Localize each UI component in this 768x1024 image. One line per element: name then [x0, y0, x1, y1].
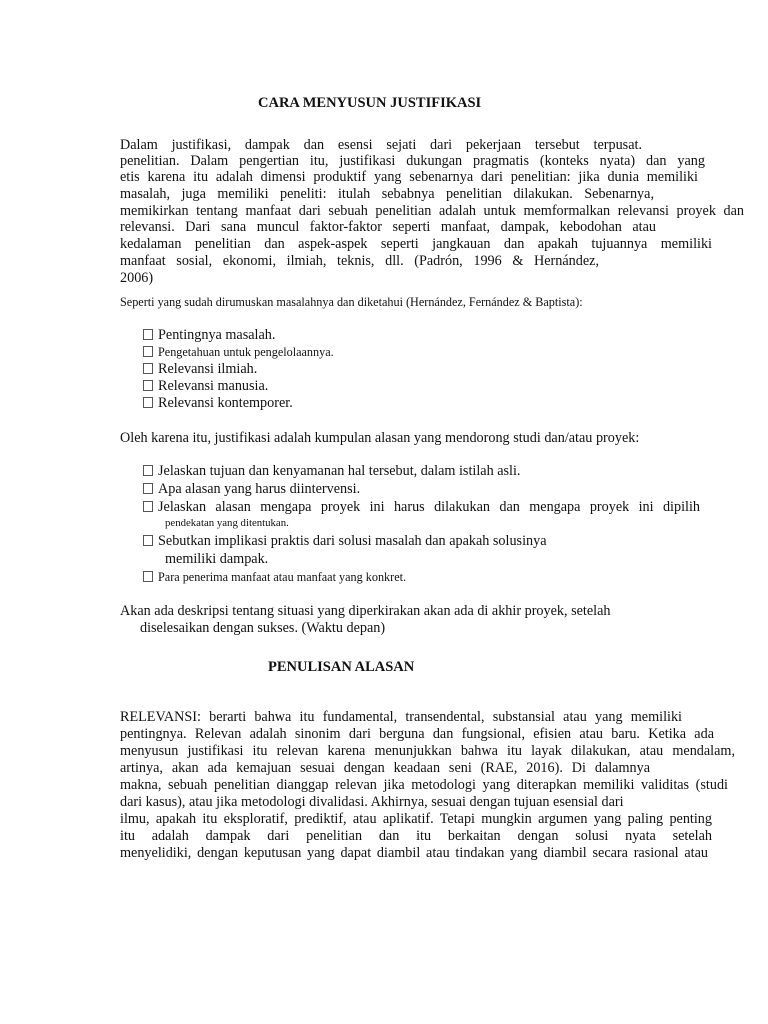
paragraph-line: kedalaman penelitian dan aspek-aspek seperti jangkauan dan apakah tujuannya memiliki [120, 236, 712, 252]
paragraph-line: RELEVANSI: berarti bahwa itu fundamental, transendental, substansial atau yang memiliki [120, 709, 682, 725]
paragraph-line: relevansi. Dari sana muncul faktor-faktor seperti manfaat, dampak, kebodohan atau [120, 219, 656, 235]
list-item: Jelaskan alasan mengapa proyek ini harus dilakukan dan mengapa proyek ini dipilih [143, 499, 700, 515]
paragraph-line: Akan ada deskripsi tentang situasi yang diperkirakan akan ada di akhir proyek, setelah [120, 603, 611, 619]
paragraph-line: diselesaikan dengan sukses. (Waktu depan) [140, 620, 386, 636]
paragraph-line: artinya, akan ada kemajuan sesuai dengan keadaan seni (RAE, 2016). Di dalamnya [120, 760, 650, 776]
page-title: CARA MENYUSUN JUSTIFIKASI [258, 95, 482, 111]
checkbox-bullet-icon [143, 397, 153, 408]
paragraph-line: memikirkan tentang manfaat dari sebuah penelitian adalah untuk memformalkan relevansi proyek dan [120, 203, 744, 219]
list-item: Jelaskan tujuan dan kenyamanan hal tersebut, dalam istilah asli. [143, 463, 520, 479]
list-item: Relevansi kontemporer. [143, 395, 293, 411]
paragraph-line: pentingnya. Relevan adalah sinonim dari berguna dan fungsional, efisien atau baru. Ketika ada [120, 726, 714, 742]
paragraph-line: itu adalah dampak dari penelitian dan itu berkaitan dengan solusi nyata setelah [120, 828, 712, 844]
list-item: Sebutkan implikasi praktis dari solusi masalah dan apakah solusinya [143, 533, 547, 549]
list-item: Relevansi ilmiah. [143, 361, 257, 377]
list-item-continuation: pendekatan yang ditentukan. [165, 517, 289, 529]
checkbox-bullet-icon [143, 363, 153, 374]
section-heading: PENULISAN ALASAN [268, 659, 415, 675]
paragraph-line: menyelidiki, dengan keputusan yang dapat diambil atau tindakan yang diambil secara rasional atau [120, 845, 708, 861]
list-item: Apa alasan yang harus diintervensi. [143, 481, 360, 497]
paragraph-line: manfaat sosial, ekonomi, ilmiah, teknis, dll. (Padrón, 1996 & Hernández, [120, 253, 599, 269]
paragraph-line: masalah, juga memiliki peneliti: itulah sebabnya penelitian dilakukan. Sebenarnya, [120, 186, 654, 202]
paragraph-line: Dalam justifikasi, dampak dan esensi sejati dari pekerjaan tersebut terpusat. [120, 137, 642, 153]
paragraph-line: makna, sebuah penelitian dianggap relevan jika metodologi yang diterapkan memiliki validitas (studi [120, 777, 728, 793]
checkbox-bullet-icon [143, 535, 153, 546]
checkbox-bullet-icon [143, 571, 153, 582]
paragraph-line: dari kasus), atau jika metodologi divalidasi. Akhirnya, sesuai dengan tujuan esensial dari [120, 794, 624, 810]
list-intro: Seperti yang sudah dirumuskan masalahnya dan diketahui (Hernández, Fernández & Baptista): [120, 295, 583, 309]
checkbox-bullet-icon [143, 380, 153, 391]
paragraph-line: 2006) [120, 270, 154, 286]
list-item: Pengetahuan untuk pengelolaannya. [143, 344, 334, 360]
list-item: Pentingnya masalah. [143, 327, 275, 343]
paragraph-line: etis karena itu adalah dimensi produktif yang sebenarnya dari penelitian: jika dunia memiliki [120, 169, 698, 185]
checkbox-bullet-icon [143, 465, 153, 476]
paragraph-line: menyusun justifikasi itu relevan karena menunjukkan bahwa itu layak dilakukan, atau mendalam, [120, 743, 735, 759]
list-item-continuation: memiliki dampak. [165, 551, 269, 567]
paragraph-line: ilmu, apakah itu eksploratif, prediktif, atau aplikatif. Tetapi mungkin argumen yang paling penting [120, 811, 712, 827]
checkbox-bullet-icon [143, 483, 153, 494]
paragraph-line: penelitian. Dalam pengertian itu, justifikasi dukungan pragmatis (konteks nyata) dan yang [120, 153, 705, 169]
list-item: Relevansi manusia. [143, 378, 268, 394]
list-item: Para penerima manfaat atau manfaat yang konkret. [143, 569, 406, 585]
checkbox-bullet-icon [143, 501, 153, 512]
checkbox-bullet-icon [143, 346, 153, 357]
checkbox-bullet-icon [143, 329, 153, 340]
list-intro: Oleh karena itu, justifikasi adalah kumpulan alasan yang mendorong studi dan/atau proyek: [120, 430, 640, 446]
